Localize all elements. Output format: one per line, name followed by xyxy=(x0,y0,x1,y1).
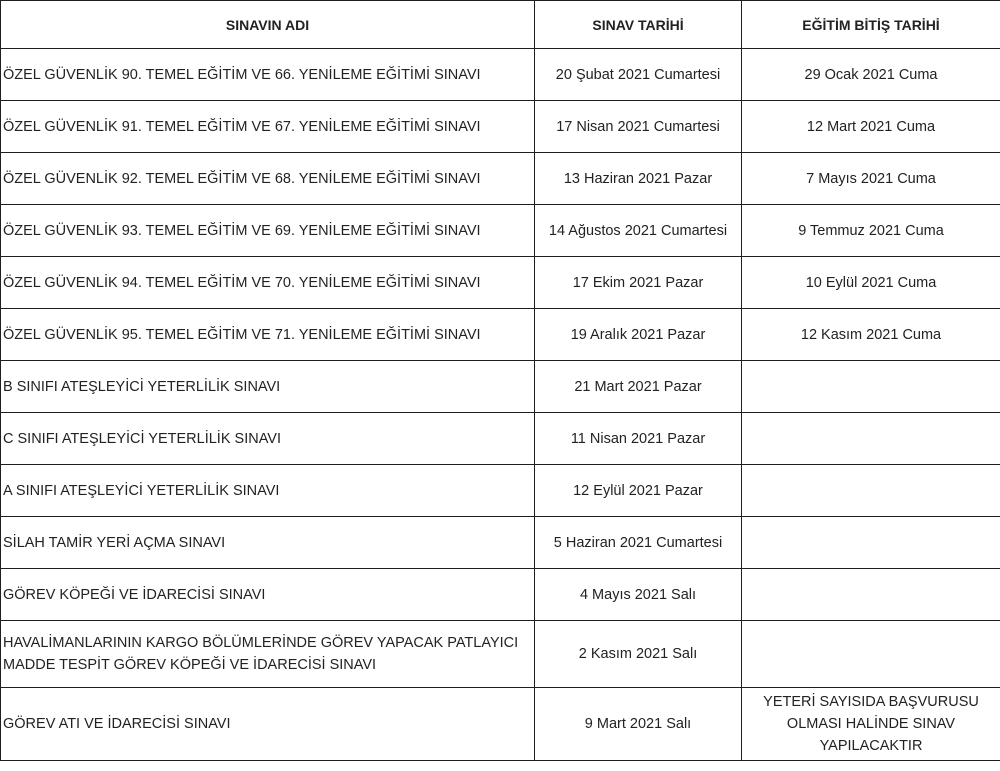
table-row xyxy=(1,465,1000,517)
table-header-row xyxy=(1,1,1000,49)
exam-name-cell: ÖZEL GÜVENLİK 95. TEMEL EĞİTİM VE 71. YENİLEME EĞİTİMİ SINAVI xyxy=(1,309,535,361)
exam-name-cell: ÖZEL GÜVENLİK 93. TEMEL EĞİTİM VE 69. YENİLEME EĞİTİMİ SINAVI xyxy=(1,205,535,257)
exam-name-cell: ÖZEL GÜVENLİK 92. TEMEL EĞİTİM VE 68. YENİLEME EĞİTİMİ SINAVI xyxy=(1,153,535,205)
training-end-cell xyxy=(742,621,1000,688)
exam-date-cell: 21 Mart 2021 Pazar xyxy=(535,361,742,413)
exam-date-cell: 11 Nisan 2021 Pazar xyxy=(535,413,742,465)
header-training-end-date: EĞİTİM BİTİŞ TARİHİ xyxy=(742,1,1000,49)
table-row xyxy=(1,101,1000,153)
training-end-cell: 12 Mart 2021 Cuma xyxy=(742,101,1000,153)
table-row xyxy=(1,49,1000,101)
training-end-cell: 12 Kasım 2021 Cuma xyxy=(742,309,1000,361)
training-end-cell: YETERİ SAYISIDA BAŞVURUSU OLMASI HALİNDE SINAV YAPILACAKTIR xyxy=(742,688,1000,761)
exam-date-cell: 17 Ekim 2021 Pazar xyxy=(535,257,742,309)
exam-name-cell: C SINIFI ATEŞLEYİCİ YETERLİLİK SINAVI xyxy=(1,413,535,465)
training-end-cell: 29 Ocak 2021 Cuma xyxy=(742,49,1000,101)
table-row xyxy=(1,361,1000,413)
exam-date-cell: 2 Kasım 2021 Salı xyxy=(535,621,742,688)
table-row xyxy=(1,517,1000,569)
training-end-cell: 9 Temmuz 2021 Cuma xyxy=(742,205,1000,257)
table-row xyxy=(1,257,1000,309)
training-end-cell: 10 Eylül 2021 Cuma xyxy=(742,257,1000,309)
exam-name-cell: HAVALİMANLARININ KARGO BÖLÜMLERİNDE GÖREV YAPACAK PATLAYICI MADDE TESPİT GÖREV KÖPEĞİ VE İDARECİSİ SINAVI xyxy=(1,621,535,688)
exam-date-cell: 14 Ağustos 2021 Cumartesi xyxy=(535,205,742,257)
exam-name-cell: ÖZEL GÜVENLİK 91. TEMEL EĞİTİM VE 67. YENİLEME EĞİTİMİ SINAVI xyxy=(1,101,535,153)
exam-name-cell: A SINIFI ATEŞLEYİCİ YETERLİLİK SINAVI xyxy=(1,465,535,517)
exam-date-cell: 12 Eylül 2021 Pazar xyxy=(535,465,742,517)
table-row xyxy=(1,413,1000,465)
exam-date-cell: 13 Haziran 2021 Pazar xyxy=(535,153,742,205)
header-exam-date: SINAV TARİHİ xyxy=(535,1,742,49)
exam-date-cell: 19 Aralık 2021 Pazar xyxy=(535,309,742,361)
exam-name-cell: GÖREV ATI VE İDARECİSİ SINAVI xyxy=(1,688,535,761)
exam-date-cell: 20 Şubat 2021 Cumartesi xyxy=(535,49,742,101)
table-row xyxy=(1,153,1000,205)
header-exam-name: SINAVIN ADI xyxy=(1,1,535,49)
table-row xyxy=(1,621,1000,688)
table-row xyxy=(1,309,1000,361)
table-row xyxy=(1,688,1000,761)
exam-name-cell: ÖZEL GÜVENLİK 90. TEMEL EĞİTİM VE 66. YENİLEME EĞİTİMİ SINAVI xyxy=(1,49,535,101)
exam-date-cell: 4 Mayıs 2021 Salı xyxy=(535,569,742,621)
exam-date-cell: 5 Haziran 2021 Cumartesi xyxy=(535,517,742,569)
training-end-cell xyxy=(742,569,1000,621)
training-end-cell xyxy=(742,517,1000,569)
exam-name-cell: ÖZEL GÜVENLİK 94. TEMEL EĞİTİM VE 70. YENİLEME EĞİTİMİ SINAVI xyxy=(1,257,535,309)
training-end-cell xyxy=(742,413,1000,465)
table-row xyxy=(1,569,1000,621)
exam-date-cell: 9 Mart 2021 Salı xyxy=(535,688,742,761)
training-end-cell xyxy=(742,361,1000,413)
exam-name-cell: GÖREV KÖPEĞİ VE İDARECİSİ SINAVI xyxy=(1,569,535,621)
training-end-cell: 7 Mayıs 2021 Cuma xyxy=(742,153,1000,205)
table-row xyxy=(1,205,1000,257)
exam-name-cell: B SINIFI ATEŞLEYİCİ YETERLİLİK SINAVI xyxy=(1,361,535,413)
exam-name-cell: SİLAH TAMİR YERİ AÇMA SINAVI xyxy=(1,517,535,569)
exam-date-cell: 17 Nisan 2021 Cumartesi xyxy=(535,101,742,153)
training-end-cell xyxy=(742,465,1000,517)
